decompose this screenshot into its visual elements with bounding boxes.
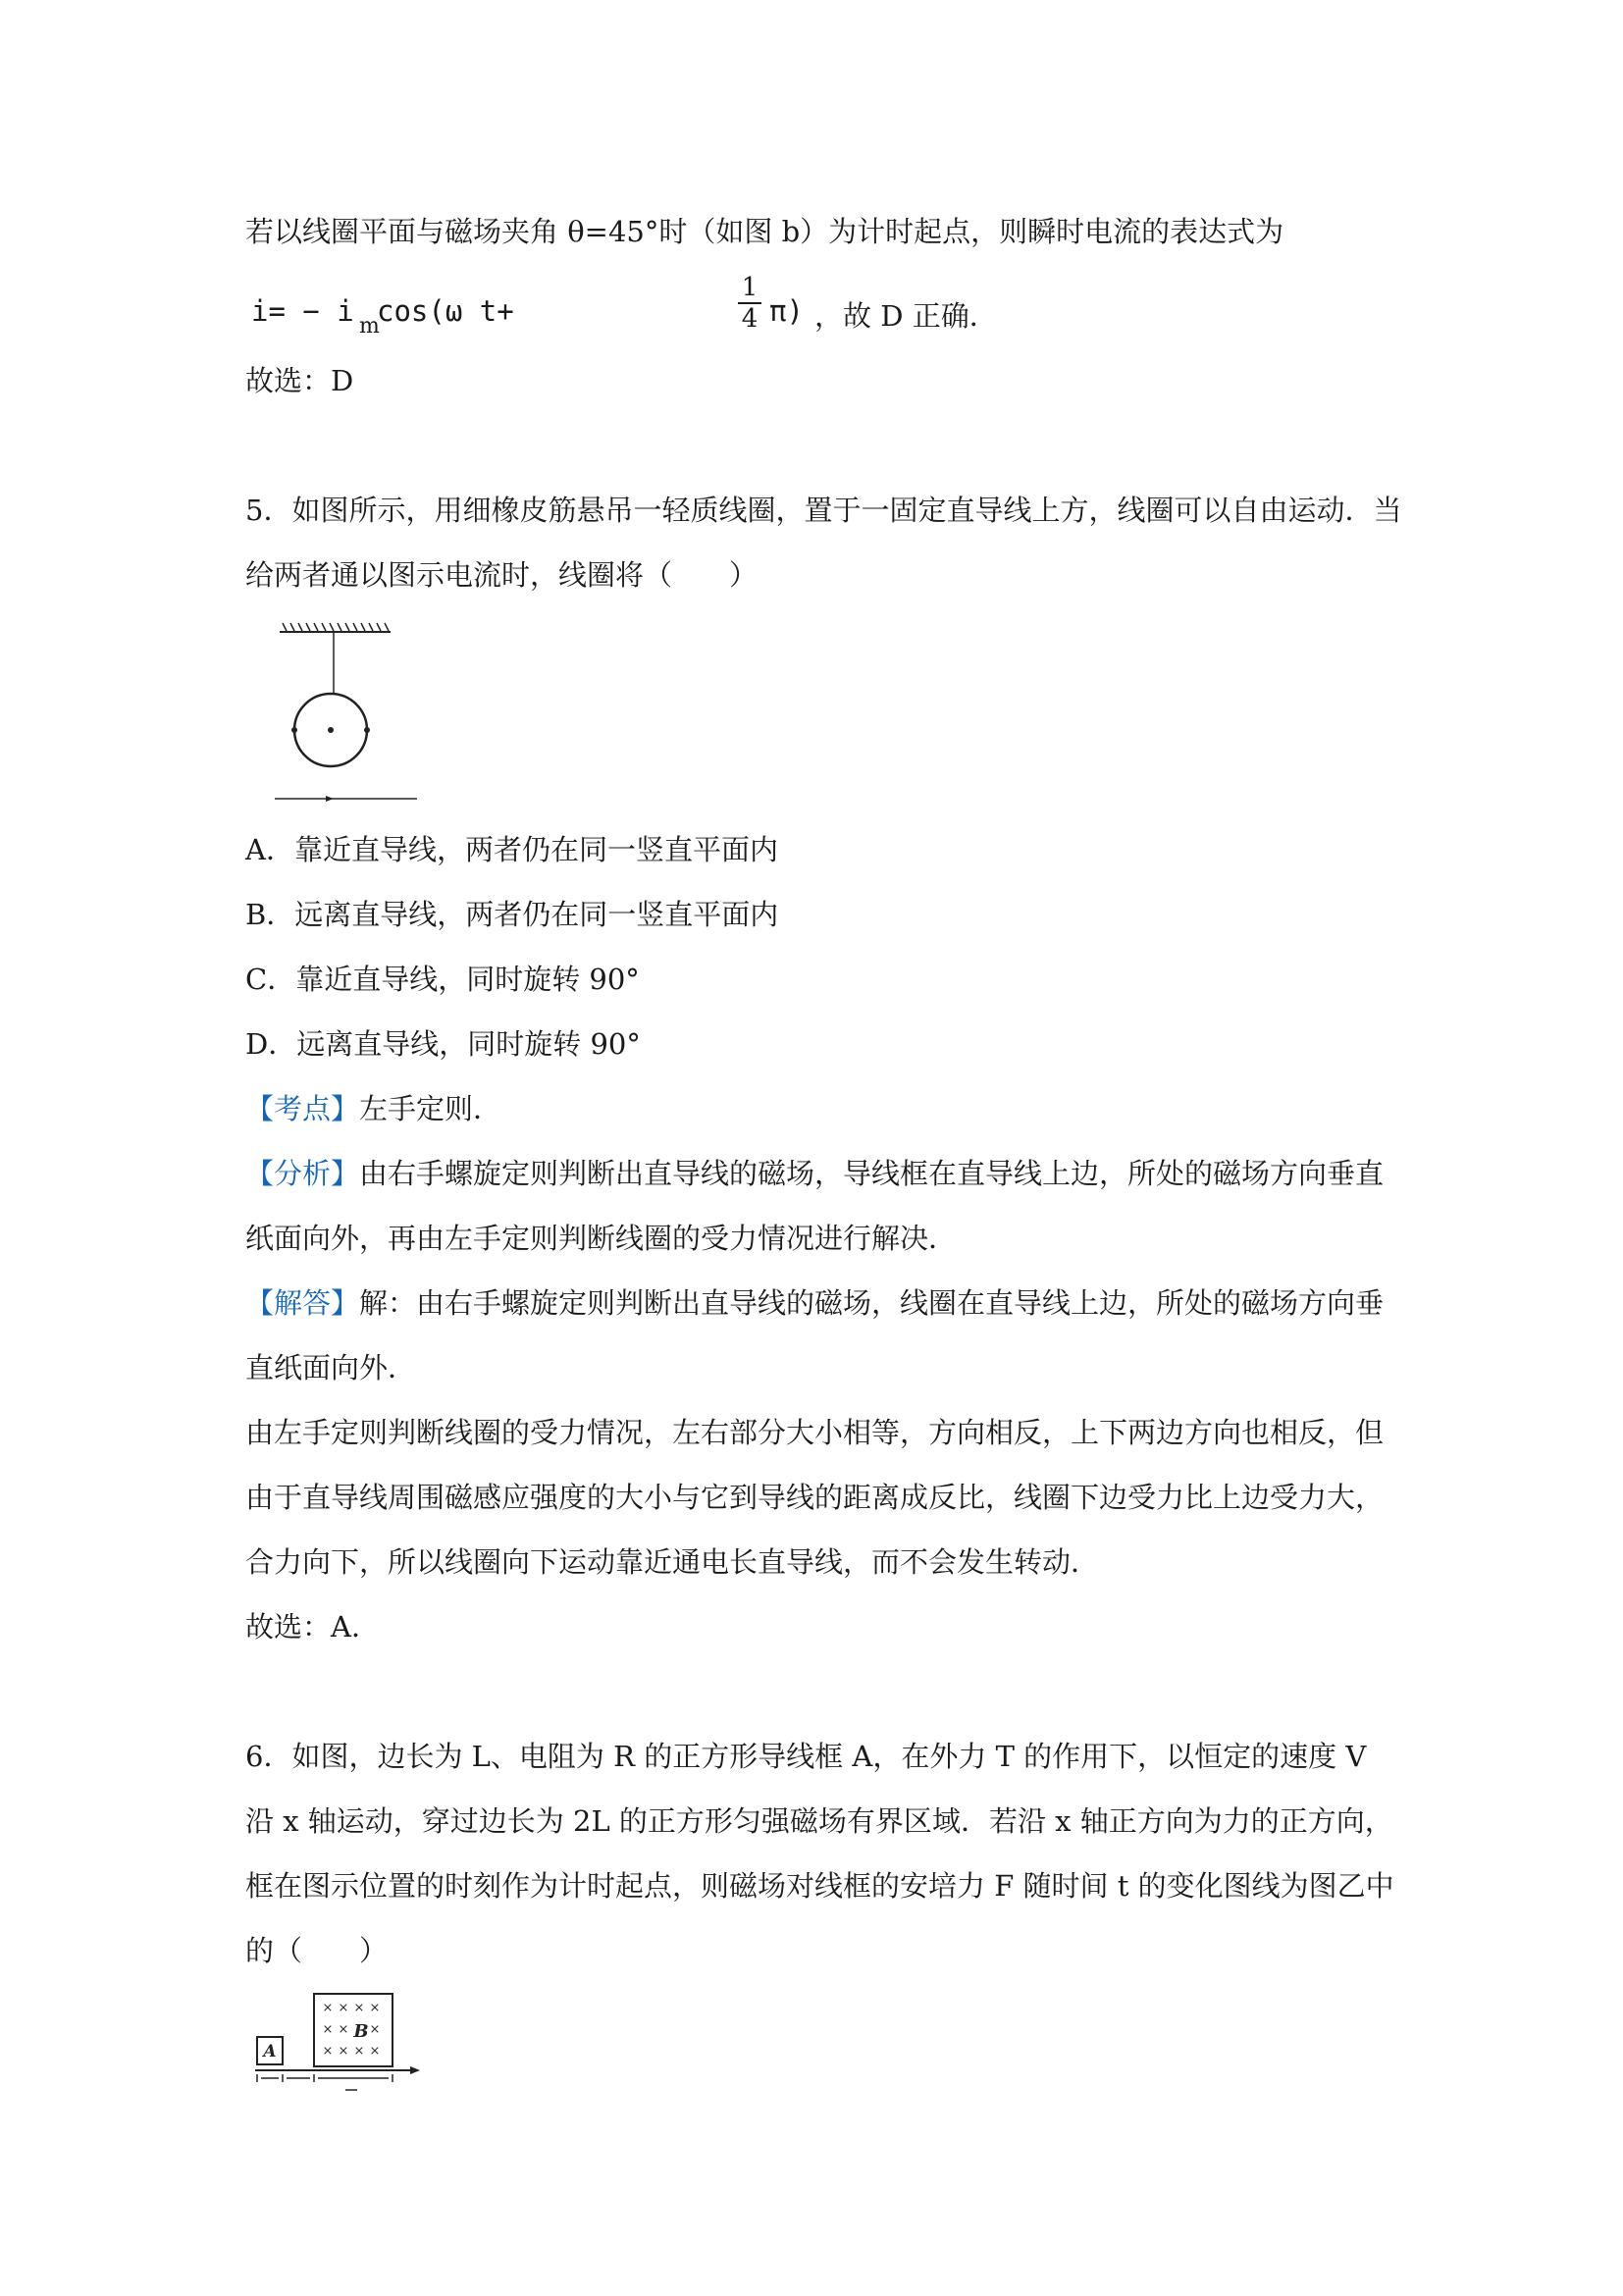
q6-stem-line4: 的（ ） [245, 1934, 389, 1967]
fraction-denominator: 4 [741, 304, 759, 334]
q5-option-b: B．远离直导线，两者仍在同一竖直平面内 [245, 898, 779, 931]
q5-stem-line2: 给两者通以图示电流时，线圈将（ ） [245, 558, 759, 592]
formula-cos: cos(ω t+ [377, 294, 514, 328]
q5-jieda-line2: 直纸面向外． [245, 1351, 417, 1384]
svg-text:×: × [322, 2044, 334, 2059]
svg-text:×: × [338, 2044, 349, 2059]
svg-text:×: × [322, 2001, 334, 2015]
fenxi-tag: 【分析】 [245, 1157, 360, 1190]
q6-stem-line1: 6．如图，边长为 L、电阻为 R 的正方形导线框 A，在外力 T 的作用下，以恒定的速度 V [245, 1740, 1367, 1773]
formula-fraction [738, 273, 761, 334]
field-label-b: B [353, 2021, 369, 2042]
q5-fenxi-line2: 纸面向外，再由左手定则判断线圈的受力情况进行解决． [245, 1222, 958, 1255]
q5-jieda-line3: 由左手定则判断线圈的受力情况，左右部分大小相等，方向相反，上下两边方向也相反，但 [245, 1416, 1385, 1449]
svg-text:×: × [369, 2044, 381, 2059]
formula-pi: π) [769, 294, 804, 328]
q5-jieda-line1 [245, 1283, 1384, 1323]
q5-kaodian [245, 1089, 501, 1128]
jieda-text1: 解：由右手螺旋定则判断出直导线的磁场，线圈在直导线上边，所处的磁场方向垂 [359, 1286, 1385, 1320]
text-line: 若以线圈平面与磁场夹角 θ=45°时（如图 b）为计时起点，则瞬时电流的表达式为 [245, 215, 1284, 248]
q5-coil-figure [275, 620, 422, 807]
q5-jieda-line5: 合力向下，所以线圈向下运动靠近通电长直导线，而不会发生转动． [245, 1545, 1100, 1579]
svg-text:×: × [369, 2001, 381, 2015]
svg-text:×: × [353, 2001, 365, 2015]
svg-text:×: × [322, 2022, 334, 2037]
q5-answer: 故选：A． [245, 1610, 380, 1644]
kaodian-tag: 【考点】 [245, 1092, 360, 1125]
jieda-tag: 【解答】 [245, 1286, 360, 1320]
q5-fenxi-line1 [245, 1154, 1384, 1193]
formula-subscript: m [359, 314, 380, 339]
frame-label-a: A [263, 2042, 277, 2061]
kaodian-text: 左手定则． [359, 1092, 502, 1125]
q5-option-a: A．靠近直导线，两者仍在同一竖直平面内 [245, 833, 778, 866]
q6-stem-line2: 沿 x 轴运动，穿过边长为 2L 的正方形匀强磁场有界区域．若沿 x 轴正方向为力的正方向， [245, 1804, 1393, 1838]
svg-text:×: × [338, 2001, 349, 2015]
q6-stem-line3: 框在图示位置的时刻作为计时起点，则磁场对线框的安培力 F 随时间 t 的变化图线为图乙中 [245, 1869, 1394, 1903]
q5-jieda-line4: 由于直导线周围磁感应强度的大小与它到导线的距离成反比，线圈下边受力比上边受力大， [245, 1481, 1385, 1514]
answer-line: 故选：D [245, 364, 354, 397]
fraction-numerator: 1 [741, 273, 759, 302]
q5-stem-line1: 5．如图所示，用细橡皮筋悬吊一轻质线圈，置于一固定直导线上方，线圈可以自由运动．当 [245, 494, 1402, 527]
svg-text:×: × [338, 2022, 349, 2037]
q6-field-figure [253, 1992, 425, 2110]
q5-option-c: C．靠近直导线，同时旋转 90° [245, 963, 640, 996]
q5-option-d: D．远离直导线，同时旋转 90° [245, 1027, 641, 1061]
formula-suffix: ，故 D 正确． [814, 299, 998, 333]
formula-prefix: i= − i [251, 294, 354, 328]
fenxi-text1: 由右手螺旋定则判断出直导线的磁场，导线框在直导线上边，所处的磁场方向垂直 [359, 1157, 1385, 1190]
svg-text:×: × [369, 2022, 381, 2037]
svg-text:×: × [353, 2044, 365, 2059]
